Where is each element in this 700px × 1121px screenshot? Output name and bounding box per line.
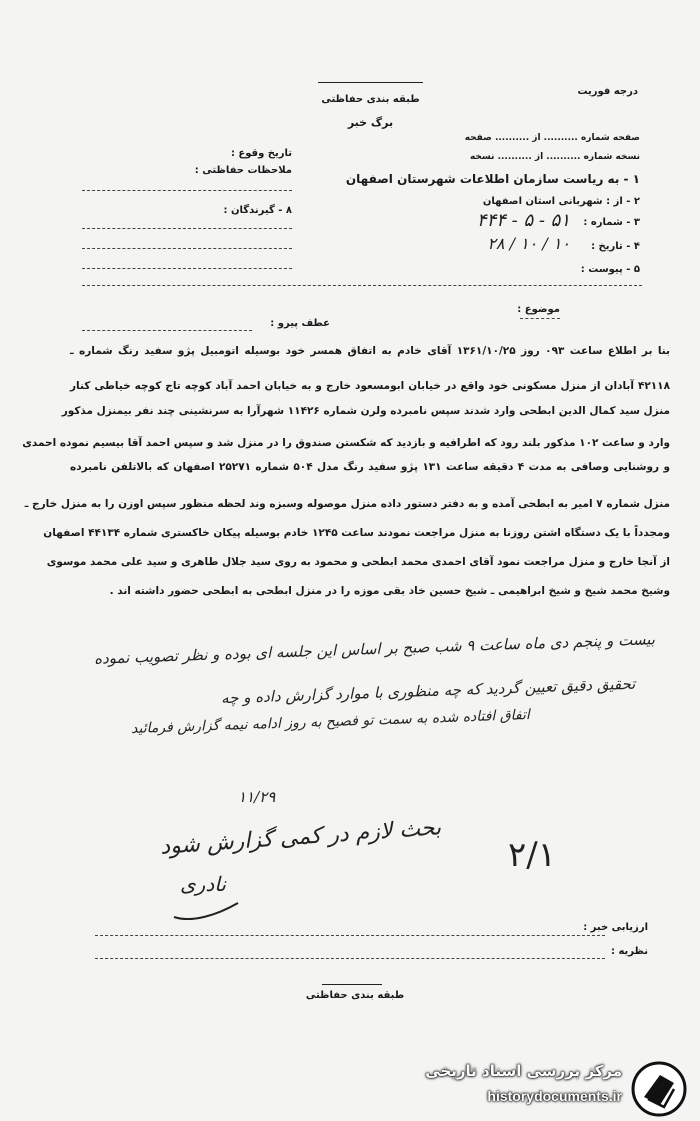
evaluation-label: ارزیابی خبر :: [583, 922, 648, 933]
signature: نادری: [180, 872, 226, 896]
body-line-8: از آنجا خارج و منزل مراجعت نمود آقای احمدی محمد ابطحی و محمود به روی سید جلال طاهری و سید علی محمد موسوی: [46, 556, 670, 568]
watermark: [400, 1057, 700, 1121]
date-value: ۱۰ / ۱۰ / ۲۸: [487, 234, 570, 253]
number-label: ۳ - شماره :: [583, 217, 640, 228]
watermark-title: مرکز بررسی اسناد تاریخی: [425, 1062, 622, 1080]
handwriting-line-3: اتفاق افتاده شده به سمت تو فصیح به روز ادامه نیمه گزارش فرمائید: [130, 707, 531, 737]
from-field: ۲ - از : شهربانی استان اصفهان: [482, 196, 640, 207]
number-value: ۵۱ - ۵ - ۴۴۴: [476, 210, 570, 231]
handwriting-instruction: بحث لازم در کمی گزارش شود: [159, 815, 442, 860]
form-title: برگ خبر: [347, 116, 394, 129]
page-number: صفحه شماره .......... از .......... صفحه: [464, 133, 640, 143]
body-line-5: و روشنایی وصافی به مدت ۴ دقیقه ساعت ۱۳۱ پژو سفید رنگ مدل ۵۰۴ شماره ۲۵۲۷۱ اصفهان که بالاتلفن نامبرده: [70, 461, 671, 473]
recipients-line-2: [82, 248, 292, 249]
document-logo-icon: [630, 1061, 688, 1117]
opinion-label: نظریه :: [610, 946, 648, 957]
body-line-9: وشیخ محمد شیخ و شیخ ابراهیمی ـ شیخ حسین خاد بقی موزه را در منزل ابطحی به ابطحی حضور داشته اند .: [109, 585, 670, 597]
handwriting-line-2: تحقیق دقیق تعیین گردید که چه منظوری با موارد گزارش داده و چه: [220, 674, 636, 708]
subject-line: [520, 318, 560, 319]
watermark-url: historydocuments.ir: [487, 1088, 622, 1104]
body-line-4: وارد و ساعت ۱۰۲ مذکور بلند رود که اطرافیه و بازدید که شکستن صندوق را در منزل شد و سپس احمد آقا بیسیم نموده احمدی: [22, 437, 670, 449]
handwriting-fraction: ۲/۱: [508, 835, 556, 875]
body-line-6: منزل شماره ۷ امیر به ابطحی آمده و به دفتر دستور داده منزل موصوله وسبزه وند لحظه منظور سپس اوزن را به منزل خارج ـ: [24, 498, 670, 510]
body-line-2: ۴۲۱۱۸ آبادان از منزل مسکونی خود واقع در خیابان ابومسعود خارج و به خیابان احمد آباد کوچه تاج کوچه خیاطی کنار: [70, 380, 670, 392]
footer-security-label: طبقه بندی حفاظتی: [305, 990, 405, 1001]
recipients-label: ۸ - گیرندگان :: [223, 205, 292, 216]
handwriting-date-note: ۱۱/۲۹: [238, 788, 276, 806]
sender-label: عطف پیرو :: [270, 318, 330, 329]
date-label: ۴ - تاریخ :: [591, 241, 640, 252]
subject-label: موضوع :: [517, 304, 560, 315]
body-line-1: بنا بر اطلاع ساعت ۰۹۳ روز ۱۳۶۱/۱۰/۲۵ آقای خادم به اتفاق همسر خود بوسیله اتومبیل پژو سفید رنگ شماره ـ: [70, 345, 670, 357]
to-field: ۱ - به ریاست سازمان اطلاعات شهرستان اصفهان: [345, 172, 640, 186]
handwriting-line-1: بیست و پنجم دی ماه ساعت ۹ شب صبح بر اساس این جلسه ای بوده و نظر تصویب نموده: [93, 630, 656, 668]
recipients-line-1: [82, 228, 292, 229]
opinion-line: [95, 958, 605, 959]
header-top-rule: [318, 82, 423, 83]
date-of-event-label: تاریخ وقوع :: [230, 148, 292, 159]
security-notes-label: ملاحظات حفاظتی :: [194, 165, 292, 176]
attachment-label: ۵ - پیوست :: [580, 264, 640, 275]
notes-line-1: [82, 190, 292, 191]
body-line-7: ومجدداً با یک دستگاه اشتن روزنا به منزل مراجعت نمودند ساعت ۱۲۴۵ خادم بوسیله پیکان خاکستری شماره ۴۴۱۳۴ اصفهان: [43, 527, 670, 539]
header-divider: [82, 285, 642, 286]
copy-number: نسخه شماره .......... از .......... نسخه: [469, 152, 640, 162]
footer-rule: [322, 984, 382, 985]
sender-line: [82, 330, 252, 331]
priority-label: درجه فوریت: [577, 86, 638, 97]
evaluation-line: [95, 935, 605, 936]
recipients-line-3: [82, 268, 292, 269]
security-title: طبقه بندی حفاظتی: [321, 94, 420, 105]
body-line-3: منزل سید کمال الدین ابطحی وارد شدند سپس نامبرده ولرن شماره ۱۱۴۲۶ شهرآرا به سرنشینی چند نفر بیمنزل مذکور: [61, 405, 670, 417]
signature-stroke: [172, 895, 242, 925]
